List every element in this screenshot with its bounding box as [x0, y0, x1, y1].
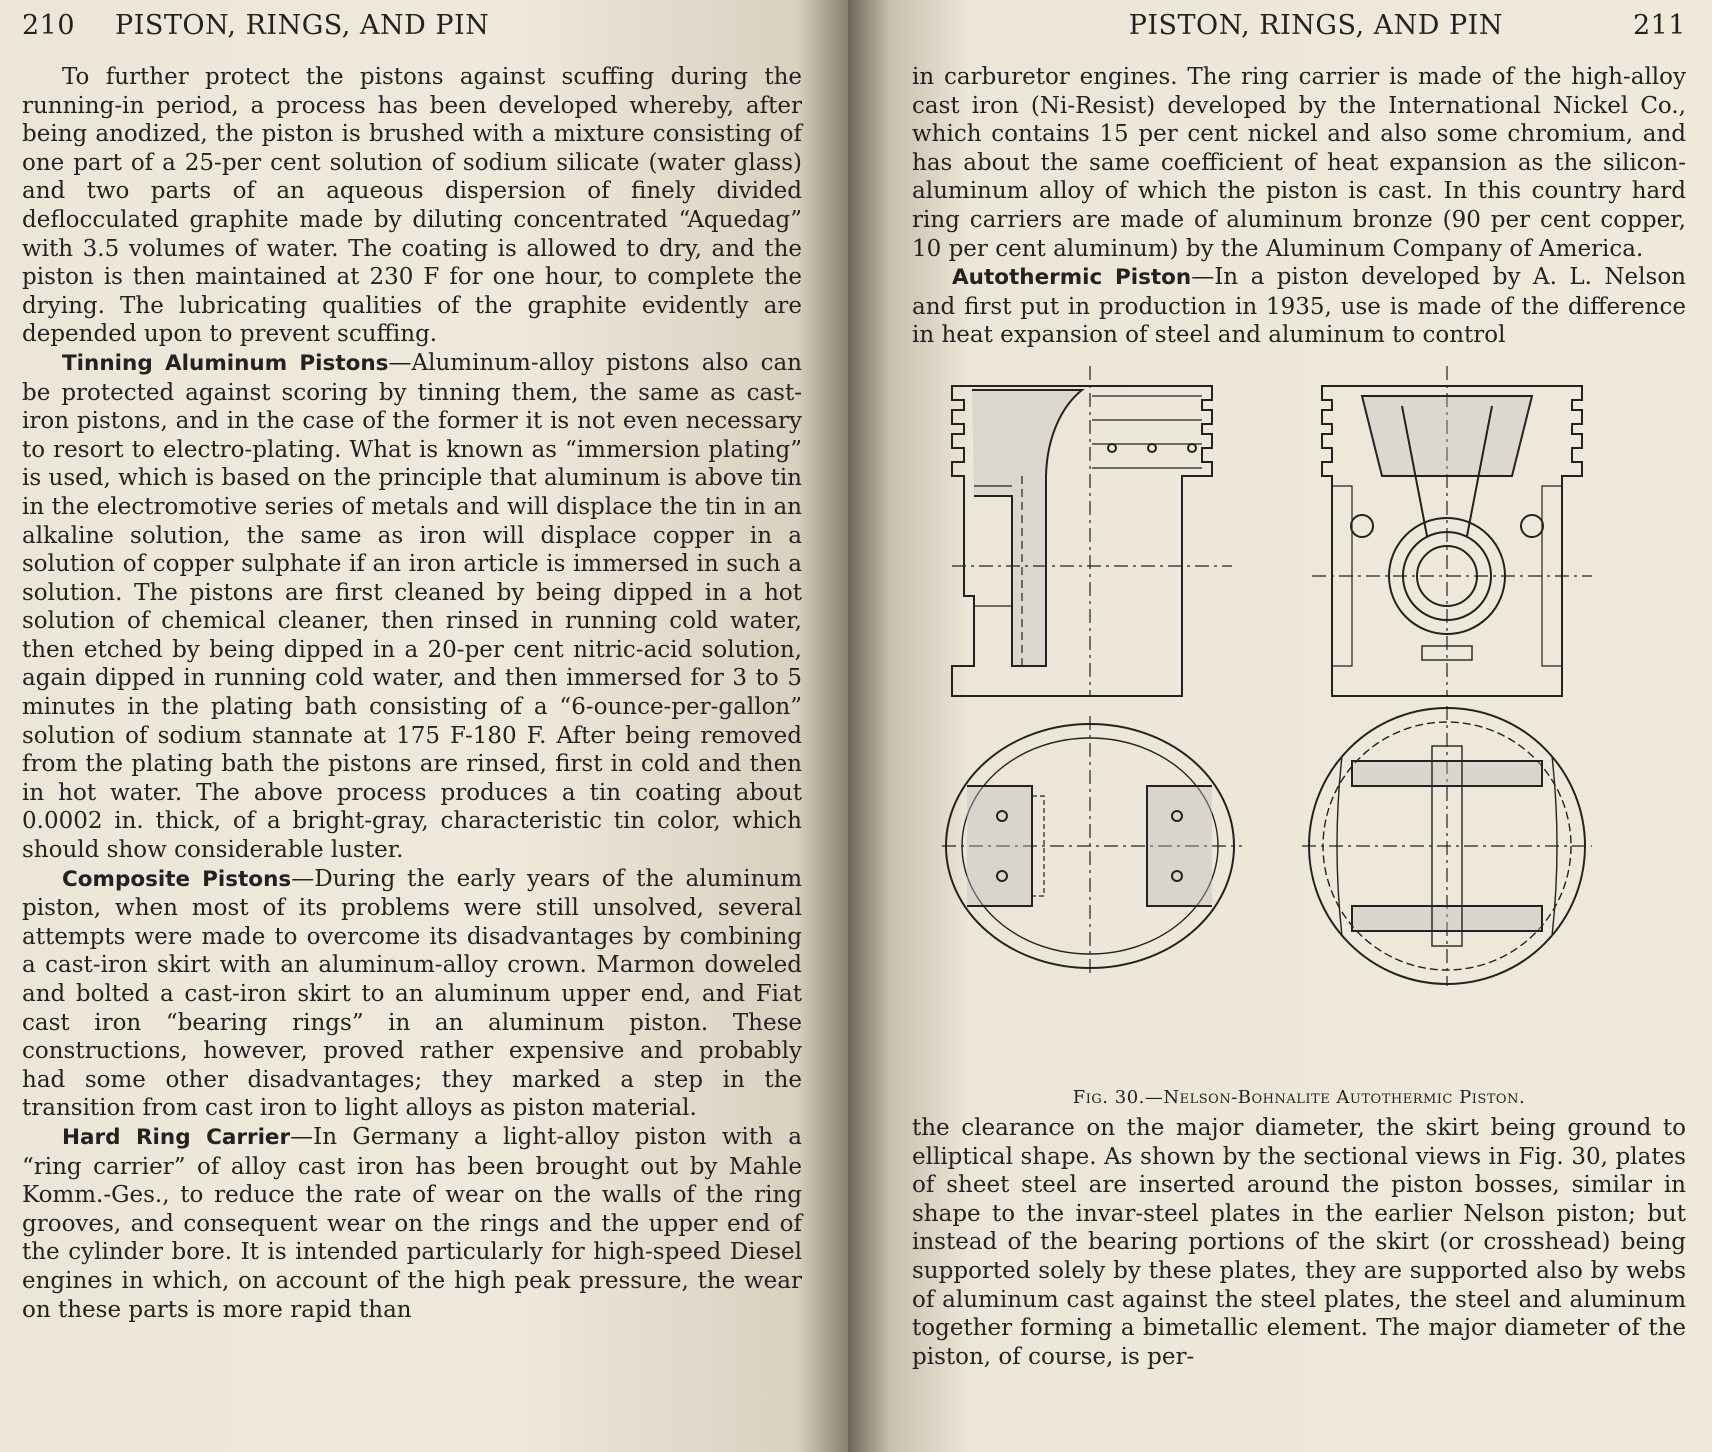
- left-paragraph-3: Composite Pistons—During the early years of the aluminum piston, when most of its problems were still unsolved, several attempts were made to overcome its disadvantages by combining a cast-iron skirt with an aluminum-alloy crown. Marmon doweled and bolted a cast-iron skirt to an aluminum upper end, and Fiat cast iron “bearing rings” in an aluminum piston. These constructions, however, proved rather expensive and probably had some other disadvantages; they marked a step in the transition from cast iron to light alloys as piston material.: [22, 865, 803, 1122]
- piston-side-section-drawing: [952, 366, 1232, 696]
- section-heading: Tinning Aluminum Pistons: [62, 350, 389, 376]
- left-paragraph-4: Hard Ring Carrier—In Germany a light-alloy piston with a “ring carrier” of alloy cast iron has been brought out by Mahle Komm.-Ges., to reduce the rate of wear on the walls of the ring grooves, and consequent wear on the rings and the upper end of the cylinder bore. It is intended particularly for high-speed Diesel engines in which, on account of the high peak pressure, the wear on these parts is more rapid than: [22, 1123, 802, 1323]
- right-body-text-bottom: [912, 1114, 1686, 1371]
- right-paragraph-3: the clearance on the major diameter, the skirt being ground to elliptical shape. As shown by the sectional views in Fig. 30, plates of sheet steel are inserted around the piston bosses, similar in shape to the invar-steel plates in the earlier Nelson piston; but instead of the bearing portions of the skirt (or crosshead) being supported solely by these plates, they are supported also by webs of aluminum cast against the steel plates, the steel and aluminum together forming a bimetallic element. The major diameter of the piston, of course, is per-: [912, 1114, 1686, 1370]
- right-page: [848, 0, 1712, 1452]
- left-paragraph-2: Tinning Aluminum Pistons—Aluminum-alloy pistons also can be protected against scoring by tinning them, the same as cast-iron pistons, and in the case of the former it is not even necessary to resort to electro-plating. What is known as “immersion plating” is used, which is based on the principle that aluminum is above tin in the electromotive series of metals and will displace the tin in an alkaline solution, the same as iron will displace copper in a solution of copper sulphate if an iron article is immersed in such a solution. The pistons are first cleaned by being dipped in a hot solution of chemical cleaner, then rinsed in running cold water, then etched by being dipped in a 20-per cent nitric-acid solution, again dipped in running cold water, and then immersed for 3 to 5 minutes in the plating bath consisting of a “6-ounce-per-gallon” solution of sodium stannate at 175 F-180 F. After being removed from the plating bath the pistons are rinsed, first in cold and then in hot water. The above process produces a tin coating about 0.0002 in. thick, of a bright-gray, characteristic tin color, which should show considerable luster.: [22, 349, 802, 864]
- section-heading: Autothermic Piston: [952, 265, 1192, 291]
- right-body-text-top: [912, 63, 1686, 350]
- right-paragraph-2: Autothermic Piston—In a piston developed by A. L. Nelson and first put in production in 1935, use is made of the difference in heat expansion of steel and aluminum to control: [912, 264, 1686, 349]
- figure-30: [912, 366, 1686, 1106]
- left-paragraph-1: To further protect the pistons against scuffing during the running-in period, a process has been developed whereby, after being anodized, the piston is brushed with a mixture consisting of one part of a 25-per cent solution of sodium silicate (water glass) and two parts of an aqueous dispersion of finely divided deflocculated graphite made by diluting concentrated “Aquedag” with 3.5 volumes of water. The coating is allowed to dry, and the piston is then maintained at 230 F for one hour, to complete the drying. The lubricating qualities of the graphite evidently are depended upon to prevent scuffing.: [22, 64, 802, 348]
- figure-label: Fig. 30.: [1072, 1086, 1145, 1108]
- figure-caption: [912, 1087, 1686, 1108]
- section-heading: Composite Pistons: [62, 866, 292, 892]
- section-heading: Hard Ring Carrier: [62, 1124, 291, 1150]
- left-running-head: [22, 10, 802, 41]
- right-running-title: PISTON, RINGS, AND PIN: [1128, 10, 1503, 41]
- piston-plan-section-drawing: [942, 716, 1242, 976]
- left-running-title: PISTON, RINGS, AND PIN: [115, 10, 490, 41]
- piston-drawings: [912, 366, 1686, 1066]
- right-running-head: [912, 10, 1686, 41]
- left-page-number: 210: [22, 10, 76, 41]
- right-paragraph-1: in carburetor engines. The ring carrier is made of the high-alloy cast iron (Ni-Resist) developed by the International Nickel Co., which contains 15 per cent nickel and also some chromium, and has about the same coefficient of heat expansion as the silicon-aluminum alloy of which the piston is cast. In this country hard ring carriers are made of aluminum bronze (90 per cent copper, 10 per cent aluminum) by the Aluminum Company of America.: [912, 64, 1686, 262]
- figure-title: —Nelson-Bohnalite Autothermic Piston.: [1144, 1086, 1526, 1108]
- left-body-text: [22, 63, 802, 1324]
- left-page: [0, 0, 848, 1452]
- piston-plan-plates-drawing: [1302, 706, 1592, 986]
- right-page-number: 211: [1632, 10, 1686, 41]
- piston-front-section-drawing: [1312, 366, 1592, 696]
